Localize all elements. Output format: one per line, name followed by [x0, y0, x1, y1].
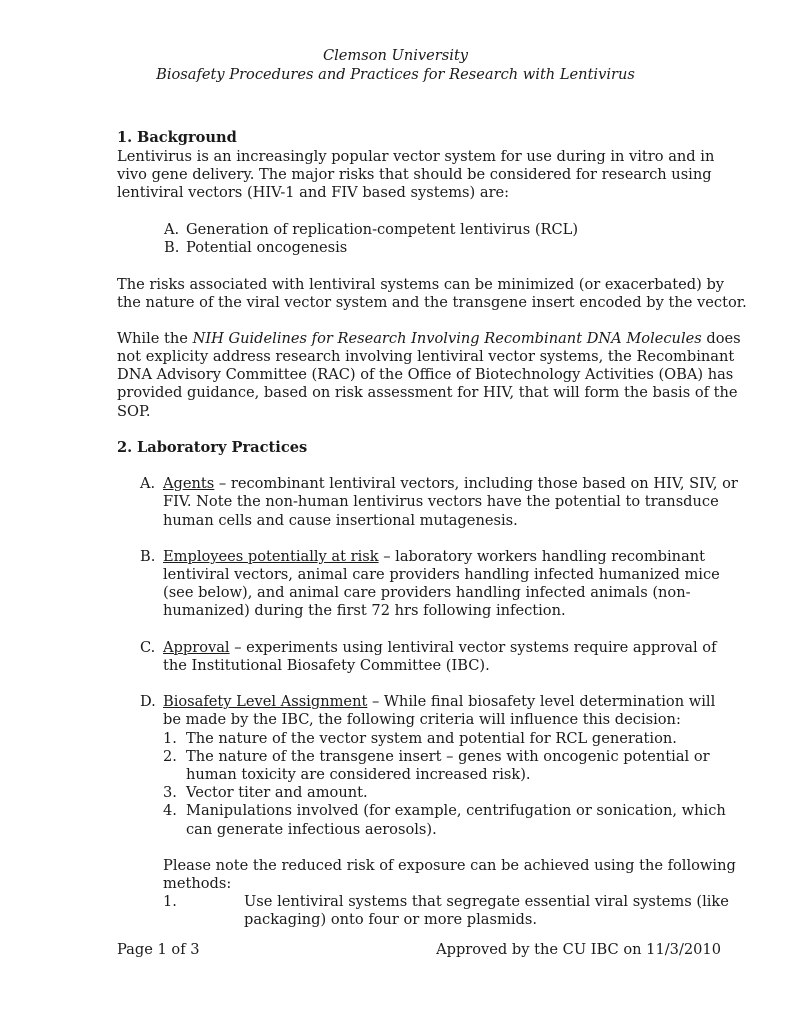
- footer-page-number: Page 1 of 3: [117, 941, 200, 958]
- footer-approval: Approved by the CU IBC on 11/3/2010: [436, 941, 721, 958]
- list-item: [163, 548, 705, 566]
- paragraph-line: provided guidance, based on risk assessment for HIV, that will form the basis of the: [117, 384, 738, 401]
- paragraph-line: vivo gene delivery. The major risks that should be considered for research using: [117, 166, 712, 183]
- list-marker: 1.: [163, 893, 177, 910]
- item-term: Approval: [163, 639, 230, 656]
- item-term: Biosafety Level Assignment: [163, 693, 368, 710]
- text-run: – laboratory workers handling recombinant: [378, 548, 706, 565]
- paragraph-line: Lentivirus is an increasingly popular vector system for use during in vitro and in: [117, 148, 715, 165]
- list-item: can generate infectious aerosols).: [186, 821, 437, 838]
- paragraph-line: lentiviral vectors, animal care providers handling infected humanized mice: [163, 566, 720, 583]
- text-run: While the: [117, 330, 193, 347]
- list-item: [163, 639, 716, 657]
- paragraph-line: humanized) during the first 72 hrs following infection.: [163, 602, 566, 619]
- list-item: Potential oncogenesis: [186, 239, 348, 256]
- list-item: Vector titer and amount.: [186, 784, 368, 801]
- section2-heading-number: 2.: [117, 439, 133, 456]
- list-item: Use lentiviral systems that segregate essential viral systems (like: [244, 893, 729, 910]
- paragraph-line: methods:: [163, 875, 232, 892]
- section2-heading: Laboratory Practices: [137, 439, 308, 456]
- item-term: Employees potentially at risk: [163, 548, 379, 565]
- paragraph-line: not explicity address research involving lentiviral vector systems, the Recombinant: [117, 348, 735, 365]
- list-item: human toxicity are considered increased risk).: [186, 766, 531, 783]
- paragraph-line: human cells and cause insertional mutagenesis.: [163, 512, 518, 529]
- text-run: – experiments using lentiviral vector systems require approval of: [229, 639, 717, 656]
- list-item: The nature of the vector system and potential for RCL generation.: [186, 730, 677, 747]
- list-marker: 1.: [163, 730, 177, 747]
- paragraph-line: FIV. Note the non-human lentivirus vectors have the potential to transduce: [163, 493, 719, 510]
- list-marker: A.: [164, 221, 180, 238]
- section1-heading-number: 1.: [117, 129, 133, 146]
- list-item: packaging) onto four or more plasmids.: [244, 911, 537, 928]
- list-marker: 3.: [163, 784, 177, 801]
- paragraph-line: Please note the reduced risk of exposure can be achieved using the following: [163, 857, 736, 874]
- paragraph-line: SOP.: [117, 403, 151, 420]
- list-item: [163, 693, 715, 711]
- text-run: – While final biosafety level determination will: [367, 693, 716, 710]
- paragraph-line: lentiviral vectors (HIV-1 and FIV based systems) are:: [117, 184, 510, 201]
- text-run: – recombinant lentiviral vectors, including those based on HIV, SIV, or: [214, 475, 738, 492]
- list-item: Manipulations involved (for example, centrifugation or sonication, which: [186, 802, 726, 819]
- paragraph-line: the Institutional Biosafety Committee (IBC).: [163, 657, 490, 674]
- section1-heading: Background: [137, 129, 237, 146]
- paragraph-line: be made by the IBC, the following criteria will influence this decision:: [163, 711, 681, 728]
- list-item: [163, 475, 738, 493]
- text-run: does: [701, 330, 741, 347]
- list-marker: A.: [140, 475, 156, 492]
- header-institution: Clemson University: [322, 47, 469, 64]
- list-marker: B.: [140, 548, 156, 565]
- paragraph-line: the nature of the viral vector system and the transgene insert encoded by the vector.: [117, 294, 747, 311]
- paragraph-line: [117, 330, 741, 348]
- header-title: Biosafety Procedures and Practices for Research with Lentivirus: [156, 66, 635, 83]
- paragraph-line: (see below), and animal care providers handling infected animals (non-: [163, 584, 691, 601]
- item-term: Agents: [163, 475, 215, 492]
- paragraph-line: The risks associated with lentiviral systems can be minimized (or exacerbated) by: [117, 276, 725, 293]
- list-marker: D.: [140, 693, 156, 710]
- list-marker: C.: [140, 639, 156, 656]
- list-item: The nature of the transgene insert – genes with oncogenic potential or: [186, 748, 710, 765]
- list-item: Generation of replication-competent lentivirus (RCL): [186, 221, 579, 238]
- list-marker: 4.: [163, 802, 177, 819]
- list-marker: 2.: [163, 748, 177, 765]
- nih-guidelines-title: NIH Guidelines for Research Involving Recombinant DNA Molecules: [192, 330, 702, 347]
- list-marker: B.: [164, 239, 180, 256]
- paragraph-line: DNA Advisory Committee (RAC) of the Office of Biotechnology Activities (OBA) has: [117, 366, 734, 383]
